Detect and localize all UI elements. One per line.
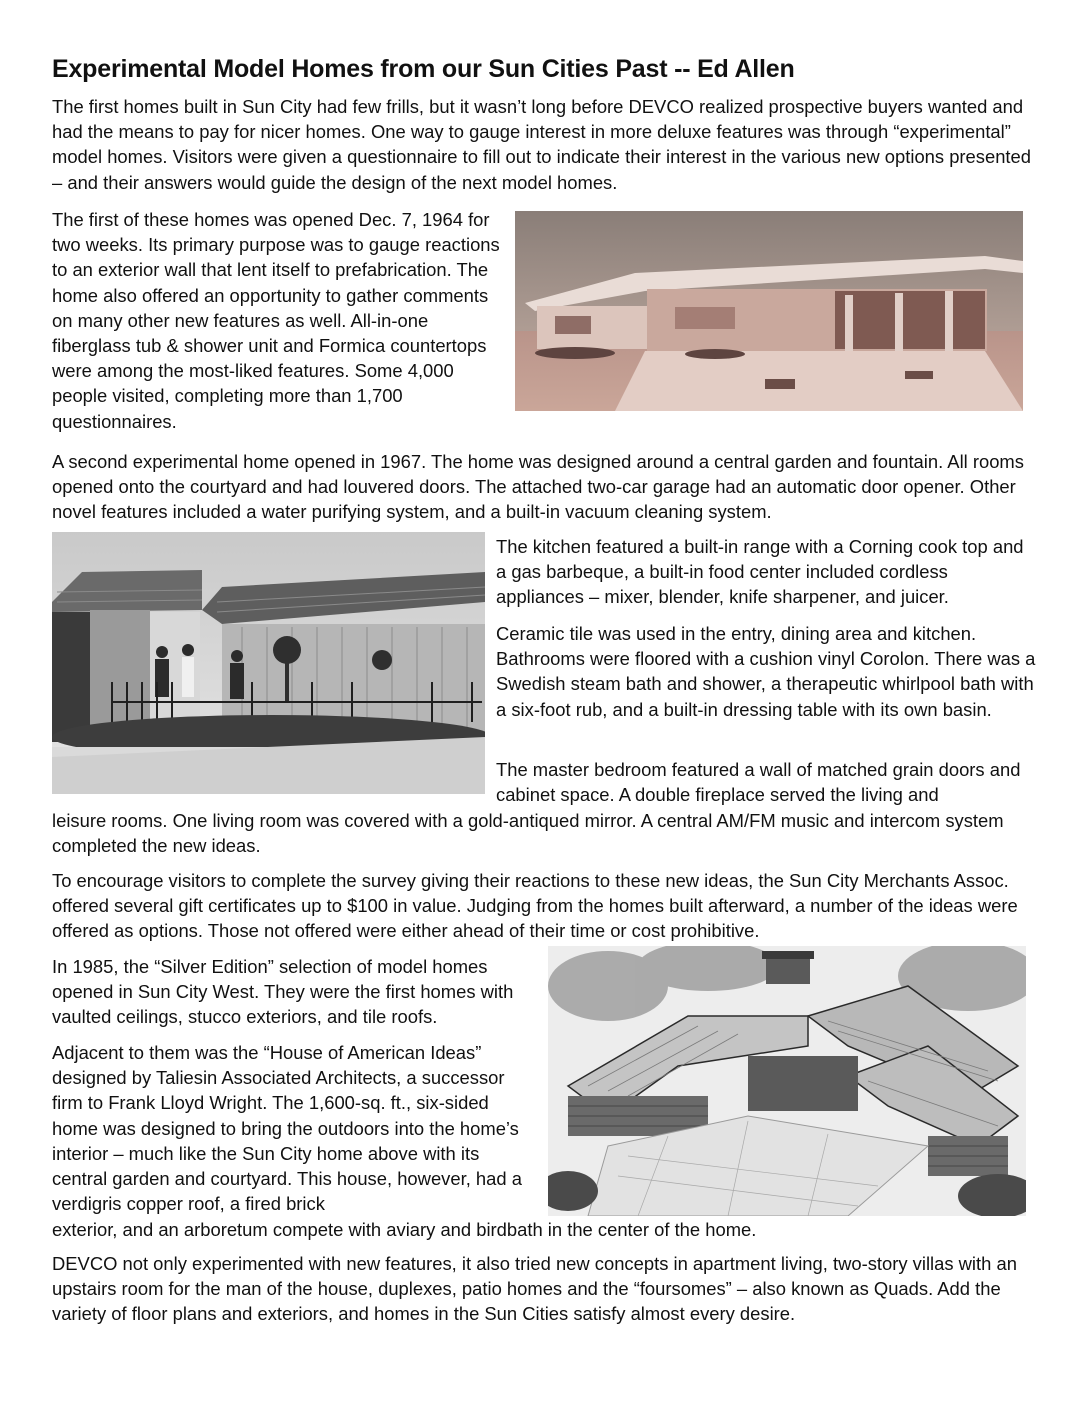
photo-1967-experimental-home	[52, 532, 485, 794]
paragraph-kitchen: The kitchen featured a built-in range with a Corning cook top and a gas barbeque, a built-in food center included cordless appliances – mixer, blender, knife sharpener, and juicer.	[496, 536, 1024, 608]
house-photo-graphic	[515, 211, 1023, 411]
paragraph-second-home: A second experimental home opened in 1967. The home was designed around a central garden and fountain. All rooms opened onto the courtyard and had louvered doors. The attached two-car garage had an automatic door opener. Other novel features included a water purifying system, and a built-in vacuum cleaning system.	[52, 451, 1024, 523]
paragraph-silver-edition: In 1985, the “Silver Edition” selection of model homes opened in Sun City West. They were the first homes with vaulted ceilings, stucco exteriors, and tile roofs.	[52, 956, 514, 1028]
paragraph-master-bedroom-continued: leisure rooms. One living room was covered with a gold-antiqued mirror. A central AM/FM music and intercom system completed the new ideas.	[52, 810, 1004, 857]
paragraph-house-of-american-ideas-continued: exterior, and an arboretum compete with aviary and birdbath in the center of the home.	[52, 1219, 757, 1240]
house-sketch-graphic	[548, 946, 1026, 1216]
photo-1964-experimental-home	[515, 211, 1023, 411]
paragraph-bathrooms: Ceramic tile was used in the entry, dining area and kitchen. Bathrooms were floored with a cushion vinyl Corolon. There was a Swedish steam bath and shower, a therapeutic whirlpool bath with a six-foot rub, and a built-in dressing table with its own basin.	[496, 623, 1036, 720]
paragraph-survey: To encourage visitors to complete the survey giving their reactions to these new ideas, the Sun City Merchants Assoc. offered several gift certificates up to $100 in value. Judging from the homes built afterward, a number of the ideas were offered as options. Those not offered were either ahead of their time or cost prohibitive.	[52, 870, 1018, 942]
sketch-house-of-american-ideas	[548, 946, 1026, 1216]
paragraph-house-of-american-ideas: Adjacent to them was the “House of American Ideas” designed by Taliesin Associated Architects, a successor firm to Frank Lloyd Wright. The 1,600-sq. ft., six-sided home was designed to bring the outdoors into the home’s interior – much like the Sun City home above with its central garden and courtyard. This house, however, had a verdigris copper roof, a fired brick	[52, 1042, 522, 1215]
article-title: Experimental Model Homes from our Sun Cities Past -- Ed Allen	[52, 55, 795, 83]
paragraph-closing: DEVCO not only experimented with new features, it also tried new concepts in apartment living, two-story villas with an upstairs room for the man of the house, duplexes, patio homes and the “foursomes” – also known as Quads. Add the variety of floor plans and exteriors, and homes in the Sun Cities satisfy almost every desire.	[52, 1253, 1017, 1325]
paragraph-intro: The first homes built in Sun City had few frills, but it wasn’t long before DEVCO realized prospective buyers wanted and had the means to pay for nicer homes. One way to gauge interest in more deluxe features was through “experimental” model homes. Visitors were given a questionnaire to fill out to indicate their interest in the various new options presented – and their answers would guide the design of the next model homes.	[52, 96, 1031, 193]
paragraph-master-bedroom: The master bedroom featured a wall of matched grain doors and cabinet space. A double fireplace served the living and	[496, 759, 1021, 806]
house-photo-graphic	[52, 532, 485, 794]
paragraph-first-home: The first of these homes was opened Dec. 7, 1964 for two weeks. Its primary purpose was to gauge reactions to an exterior wall that lent itself to prefabrication. The home also offered an opportunity to gather comments on many other new features as well. All-in-one fiberglass tub & shower unit and Formica countertops were among the most-liked features. Some 4,000 people visited, completing more than 1,700 questionnaires.	[52, 209, 500, 432]
